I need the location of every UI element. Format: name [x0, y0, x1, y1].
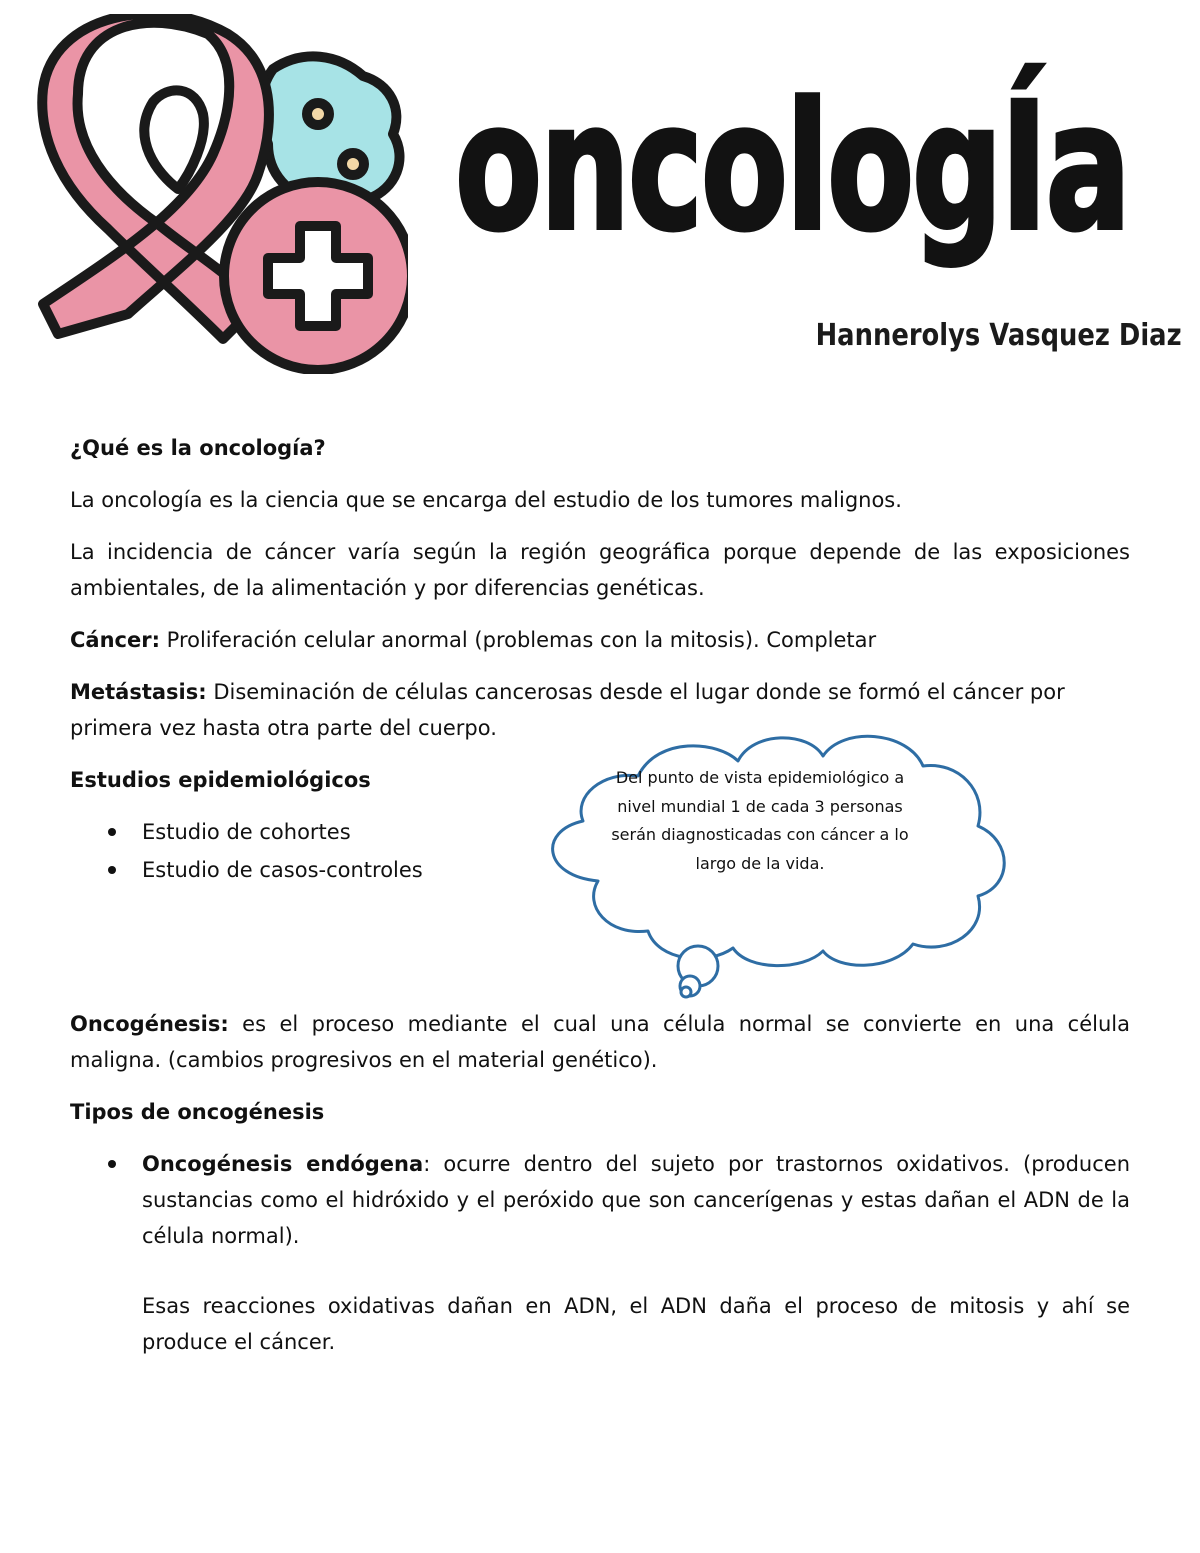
cancer-paragraph — [70, 622, 1130, 658]
reactions-paragraph: Esas reacciones oxidativas dañan en ADN, el ADN daña el proceso de mitosis y ahí se produce el cáncer. — [142, 1294, 1130, 1354]
callout-text: Del punto de vista epidemiológico a nivel mundial 1 de cada 3 personas serán diagnosticadas con cáncer a lo largo de la vida. — [611, 768, 909, 873]
endogena-definition: : ocurre dentro del sujeto por trastornos oxidativos. (producen sustancias como el hidróxido y el peróxido que son cancerígenas y estas dañan el ADN de la célula normal). — [142, 1152, 1131, 1248]
oncogenesis-term: Oncogénesis: — [70, 1012, 229, 1036]
list-item: Estudio de cohortes — [70, 814, 530, 850]
question-heading: ¿Qué es la oncología? — [70, 436, 326, 460]
author-name: Hannerolys Vasquez Diaz — [815, 318, 1182, 353]
oncogenesis-paragraph — [70, 1006, 1130, 1078]
metastasis-definition: Diseminación de células cancerosas desde el lugar donde se formó el cáncer por primera vez hasta otra parte del cuerpo. — [70, 680, 1065, 740]
studies-heading: Estudios epidemiológicos — [70, 768, 371, 792]
endogena-term: Oncogénesis endógena — [142, 1152, 424, 1176]
cancer-term: Cáncer: — [70, 628, 160, 652]
metastasis-term: Metástasis: — [70, 680, 207, 704]
cancer-ribbon-icon — [18, 14, 408, 374]
definition-paragraph: La oncología es la ciencia que se encarga del estudio de los tumores malignos. — [70, 488, 902, 512]
studies-list — [70, 814, 530, 888]
list-item — [70, 1146, 1130, 1254]
cancer-definition: Proliferación celular anormal (problemas con la mitosis). Completar — [159, 628, 877, 652]
types-heading: Tipos de oncogénesis — [70, 1100, 325, 1124]
list-item: Estudio de casos-controles — [70, 852, 530, 888]
oncogenesis-definition: es el proceso mediante el cual una célula normal se convierte en una célula maligna. (cambios progresivos en el material genético). — [70, 1012, 1130, 1072]
incidence-paragraph: La incidencia de cáncer varía según la región geográfica porque depende de las exposiciones ambientales, de la alimentación y por diferencias genéticas. — [70, 540, 1130, 600]
page-title: oncologÍa — [455, 65, 1129, 270]
types-list — [70, 1146, 1130, 1254]
